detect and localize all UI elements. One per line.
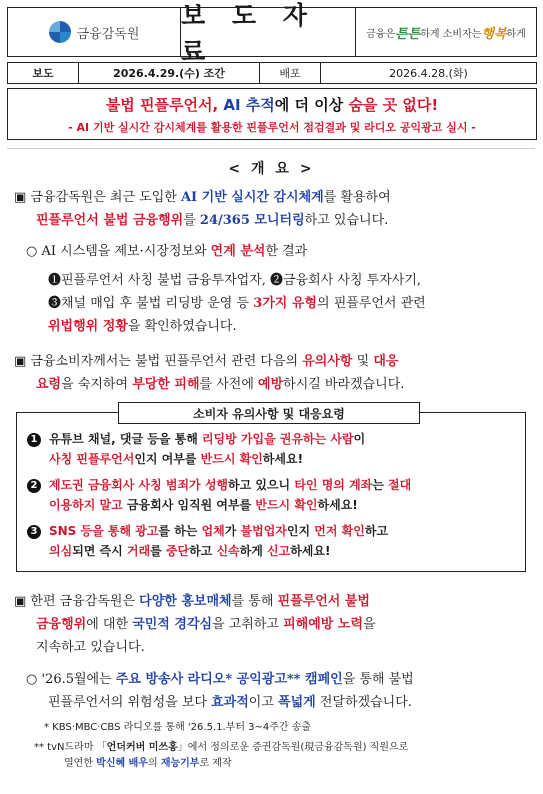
consumer-tips-box — [16, 412, 526, 572]
footnote-1: * KBS·MBC·CBS 라디오를 통해 '26.5.1.부터 3~4주간 송출 — [44, 722, 312, 733]
slogan-word-1: 튼튼 — [395, 26, 421, 42]
slogan-word-2: 행복 — [481, 26, 507, 42]
slogan-text: 금융은 — [366, 28, 396, 40]
paragraph-ai-monitoring: ▣ 금융감독원은 최근 도입한 AI 기반 실시간 감시체계를 활용하여 핀플루언서 불법 금융행위를 24/365 모니터링하고 있습니다. — [14, 190, 391, 228]
release-info-row — [7, 62, 537, 84]
release-label: 보도 — [8, 63, 79, 83]
tip-item-2: 2 제도권 금융회사 사칭 범죄가 성행하고 있으니 타인 명의 계좌는 절대 이용하지 말고 금융회사 임직원 여부를 반드시 확인하세요! — [27, 475, 411, 515]
org-logo — [8, 8, 181, 56]
number-1-icon: 1 — [27, 433, 41, 447]
divider — [7, 148, 535, 149]
paragraph-promotion: ▣ 한편 금융감독원은 다양한 홍보매체를 통해 핀플루언서 불법 금융행위에 대한 국민적 경각심을 고취하고 피해예방 노력을 지속하고 있습니다. — [14, 594, 376, 655]
slogan — [356, 8, 536, 56]
fss-logo-icon — [49, 21, 71, 43]
distribution-date: 2026.4.28.(화) — [389, 67, 468, 80]
headline: 불법 핀플루언서, AI 추적에 더 이상 숨을 곳 없다! — [105, 96, 439, 114]
subheadline: - AI 기반 실시간 감시체계를 활용한 핀플루언서 점검결과 및 라디오 공익광고 실시 - — [68, 121, 476, 134]
headline-box — [7, 88, 537, 140]
paragraph-radio-campaign: ○ '26.5월에는 주요 방송사 라디오* 공익광고** 캠페인을 통해 불법 핀플루언서의 위험성을 보다 효과적이고 폭넓게 전달하겠습니다. — [26, 672, 414, 710]
release-date: 2026.4.29.(수) 조간 — [79, 63, 260, 83]
number-2-icon: 2 — [27, 479, 41, 493]
number-3-icon: 3 — [27, 525, 41, 539]
footnote-2: ** tvN드라마 「언더커버 미쓰홍」에서 정의로운 증권감독원(現금융감독원) 직원으로 열연한 박신혜 배우의 재능기부로 제작 — [34, 742, 409, 769]
tip-item-1: 1 유튜브 채널, 댓글 등을 통해 리딩방 가입을 권유하는 사람이 사칭 핀플루언서인지 여부를 반드시 확인하세요! — [27, 429, 365, 469]
org-name: 금융감독원 — [76, 26, 140, 42]
slogan-text: 하게 — [506, 28, 526, 40]
paragraph-analysis-result: ○ AI 시스템을 제보·시장정보와 연계 분석한 결과 ❶핀플루언서 사칭 불법 금융투자업자, ❷금융회사 사칭 투자사기, ❸채널 매입 후 불법 리딩방 운영 등 3가지 유형의 핀플루언서 관련 위법행위 정황을 확인하였습니다. — [26, 244, 426, 334]
slogan-text: 하게 소비자는 — [420, 28, 482, 40]
header — [7, 1, 537, 66]
paragraph-consumer-notice: ▣ 금융소비자께서는 불법 핀플루언서 관련 다음의 유의사항 및 대응 요령을 숙지하여 부당한 피해를 사전에 예방하시길 바라겠습니다. — [14, 354, 405, 392]
overview-heading: < 개 요 > — [228, 161, 315, 177]
distribution-label: 배포 — [260, 63, 321, 83]
consumer-box-title: 소비자 유의사항 및 대응요령 — [118, 402, 420, 424]
tip-item-3: 3 SNS 등을 통해 광고를 하는 업체가 불법업자인지 먼저 확인하고 의심되면 즉시 거래를 중단하고 신속하게 신고하세요! — [27, 521, 388, 561]
doc-title: 보 도 자 료 — [181, 8, 356, 56]
